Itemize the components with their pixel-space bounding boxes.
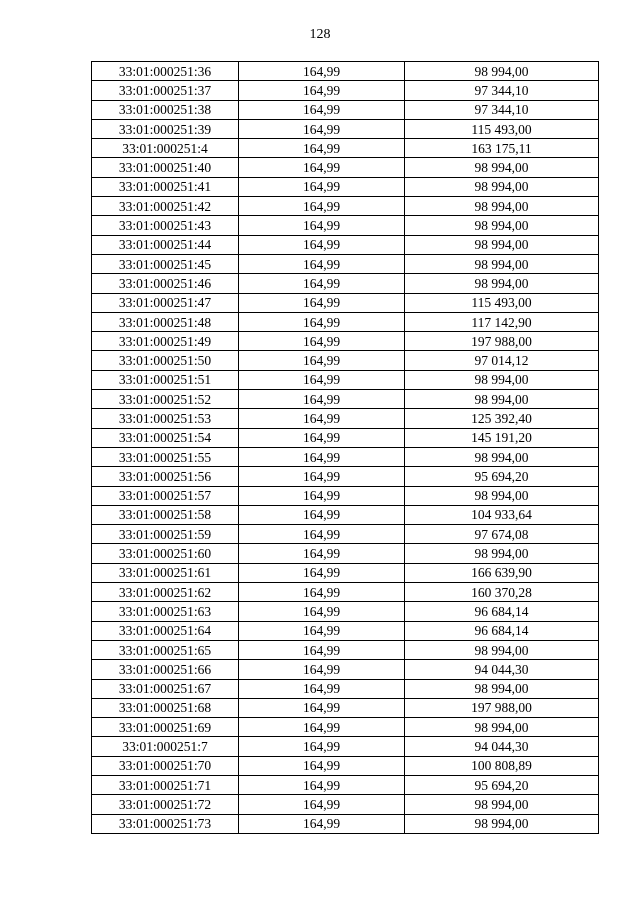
- value-cell: 98 994,00: [405, 158, 599, 177]
- table-row: [92, 158, 599, 177]
- value-cell: 98 994,00: [405, 177, 599, 196]
- cadastral-number-cell: 33:01:000251:44: [92, 235, 239, 254]
- value-cell: 98 994,00: [405, 62, 599, 81]
- area-cell: 164,99: [239, 274, 405, 293]
- table-row: [92, 197, 599, 216]
- area-cell: 164,99: [239, 390, 405, 409]
- cadastral-number-cell: 33:01:000251:49: [92, 332, 239, 351]
- cadastral-number-cell: 33:01:000251:45: [92, 254, 239, 273]
- cadastral-number-cell: 33:01:000251:72: [92, 795, 239, 814]
- value-cell: 97 344,10: [405, 81, 599, 100]
- table-row: [92, 409, 599, 428]
- table-body: [92, 62, 599, 834]
- value-cell: 98 994,00: [405, 235, 599, 254]
- table-row: [92, 177, 599, 196]
- cadastral-number-cell: 33:01:000251:73: [92, 814, 239, 833]
- cadastral-number-cell: 33:01:000251:61: [92, 563, 239, 582]
- table-row: [92, 274, 599, 293]
- area-cell: 164,99: [239, 640, 405, 659]
- table-row: [92, 698, 599, 717]
- cadastral-number-cell: 33:01:000251:53: [92, 409, 239, 428]
- table-row: [92, 467, 599, 486]
- table-row: [92, 312, 599, 331]
- cadastral-number-cell: 33:01:000251:65: [92, 640, 239, 659]
- table-row: [92, 370, 599, 389]
- area-cell: 164,99: [239, 795, 405, 814]
- table-row: [92, 505, 599, 524]
- table-row: [92, 139, 599, 158]
- cadastral-number-cell: 33:01:000251:43: [92, 216, 239, 235]
- value-cell: 95 694,20: [405, 467, 599, 486]
- area-cell: 164,99: [239, 197, 405, 216]
- table-row: [92, 390, 599, 409]
- cadastral-number-cell: 33:01:000251:50: [92, 351, 239, 370]
- value-cell: 94 044,30: [405, 737, 599, 756]
- cadastral-number-cell: 33:01:000251:60: [92, 544, 239, 563]
- area-cell: 164,99: [239, 62, 405, 81]
- value-cell: 197 988,00: [405, 698, 599, 717]
- cadastral-number-cell: 33:01:000251:46: [92, 274, 239, 293]
- table-row: [92, 660, 599, 679]
- value-cell: 96 684,14: [405, 602, 599, 621]
- area-cell: 164,99: [239, 563, 405, 582]
- value-cell: 97 344,10: [405, 100, 599, 119]
- table-row: [92, 563, 599, 582]
- value-cell: 98 994,00: [405, 640, 599, 659]
- cadastral-number-cell: 33:01:000251:51: [92, 370, 239, 389]
- area-cell: 164,99: [239, 81, 405, 100]
- table-row: [92, 100, 599, 119]
- cadastral-number-cell: 33:01:000251:39: [92, 119, 239, 138]
- table-row: [92, 119, 599, 138]
- table-row: [92, 351, 599, 370]
- table-row: [92, 216, 599, 235]
- value-cell: 104 933,64: [405, 505, 599, 524]
- cadastral-number-cell: 33:01:000251:67: [92, 679, 239, 698]
- cadastral-number-cell: 33:01:000251:56: [92, 467, 239, 486]
- area-cell: 164,99: [239, 254, 405, 273]
- value-cell: 125 392,40: [405, 409, 599, 428]
- area-cell: 164,99: [239, 158, 405, 177]
- area-cell: 164,99: [239, 139, 405, 158]
- area-cell: 164,99: [239, 544, 405, 563]
- value-cell: 97 014,12: [405, 351, 599, 370]
- table-row: [92, 293, 599, 312]
- table-row: [92, 235, 599, 254]
- cadastral-number-cell: 33:01:000251:57: [92, 486, 239, 505]
- table-row: [92, 640, 599, 659]
- cadastral-number-cell: 33:01:000251:47: [92, 293, 239, 312]
- value-cell: 197 988,00: [405, 332, 599, 351]
- table-row: [92, 718, 599, 737]
- value-cell: 163 175,11: [405, 139, 599, 158]
- cadastral-number-cell: 33:01:000251:55: [92, 447, 239, 466]
- cadastral-number-cell: 33:01:000251:42: [92, 197, 239, 216]
- cadastral-number-cell: 33:01:000251:36: [92, 62, 239, 81]
- area-cell: 164,99: [239, 312, 405, 331]
- area-cell: 164,99: [239, 370, 405, 389]
- cadastral-number-cell: 33:01:000251:54: [92, 428, 239, 447]
- table-row: [92, 621, 599, 640]
- area-cell: 164,99: [239, 814, 405, 833]
- page-number: 128: [309, 27, 331, 42]
- area-cell: 164,99: [239, 525, 405, 544]
- area-cell: 164,99: [239, 293, 405, 312]
- value-cell: 160 370,28: [405, 583, 599, 602]
- area-cell: 164,99: [239, 409, 405, 428]
- area-cell: 164,99: [239, 775, 405, 794]
- table-row: [92, 62, 599, 81]
- area-cell: 164,99: [239, 737, 405, 756]
- area-cell: 164,99: [239, 602, 405, 621]
- value-cell: 98 994,00: [405, 795, 599, 814]
- area-cell: 164,99: [239, 332, 405, 351]
- value-cell: 95 694,20: [405, 775, 599, 794]
- value-cell: 98 994,00: [405, 486, 599, 505]
- cadastral-number-cell: 33:01:000251:52: [92, 390, 239, 409]
- value-cell: 97 674,08: [405, 525, 599, 544]
- cadastral-number-cell: 33:01:000251:63: [92, 602, 239, 621]
- area-cell: 164,99: [239, 467, 405, 486]
- value-cell: 94 044,30: [405, 660, 599, 679]
- table-row: [92, 332, 599, 351]
- cadastral-table: [91, 61, 599, 834]
- area-cell: 164,99: [239, 583, 405, 602]
- value-cell: 98 994,00: [405, 370, 599, 389]
- table-row: [92, 737, 599, 756]
- area-cell: 164,99: [239, 177, 405, 196]
- area-cell: 164,99: [239, 235, 405, 254]
- value-cell: 98 994,00: [405, 197, 599, 216]
- value-cell: 98 994,00: [405, 679, 599, 698]
- cadastral-number-cell: 33:01:000251:69: [92, 718, 239, 737]
- table-row: [92, 486, 599, 505]
- cadastral-number-cell: 33:01:000251:37: [92, 81, 239, 100]
- table-row: [92, 544, 599, 563]
- area-cell: 164,99: [239, 679, 405, 698]
- cadastral-number-cell: 33:01:000251:48: [92, 312, 239, 331]
- area-cell: 164,99: [239, 505, 405, 524]
- cadastral-number-cell: 33:01:000251:59: [92, 525, 239, 544]
- area-cell: 164,99: [239, 486, 405, 505]
- area-cell: 164,99: [239, 660, 405, 679]
- value-cell: 98 994,00: [405, 544, 599, 563]
- cadastral-number-cell: 33:01:000251:41: [92, 177, 239, 196]
- value-cell: 98 994,00: [405, 390, 599, 409]
- cadastral-number-cell: 33:01:000251:40: [92, 158, 239, 177]
- table-row: [92, 254, 599, 273]
- area-cell: 164,99: [239, 428, 405, 447]
- table-row: [92, 428, 599, 447]
- value-cell: 100 808,89: [405, 756, 599, 775]
- area-cell: 164,99: [239, 119, 405, 138]
- cadastral-number-cell: 33:01:000251:68: [92, 698, 239, 717]
- value-cell: 98 994,00: [405, 718, 599, 737]
- area-cell: 164,99: [239, 351, 405, 370]
- cadastral-number-cell: 33:01:000251:7: [92, 737, 239, 756]
- area-cell: 164,99: [239, 698, 405, 717]
- cadastral-number-cell: 33:01:000251:4: [92, 139, 239, 158]
- table-row: [92, 583, 599, 602]
- value-cell: 98 994,00: [405, 254, 599, 273]
- cadastral-number-cell: 33:01:000251:58: [92, 505, 239, 524]
- value-cell: 115 493,00: [405, 119, 599, 138]
- cadastral-number-cell: 33:01:000251:62: [92, 583, 239, 602]
- value-cell: 115 493,00: [405, 293, 599, 312]
- area-cell: 164,99: [239, 447, 405, 466]
- value-cell: 145 191,20: [405, 428, 599, 447]
- table-row: [92, 756, 599, 775]
- cadastral-number-cell: 33:01:000251:64: [92, 621, 239, 640]
- cadastral-number-cell: 33:01:000251:71: [92, 775, 239, 794]
- value-cell: 98 994,00: [405, 274, 599, 293]
- value-cell: 117 142,90: [405, 312, 599, 331]
- table-row: [92, 525, 599, 544]
- value-cell: 96 684,14: [405, 621, 599, 640]
- table-row: [92, 775, 599, 794]
- area-cell: 164,99: [239, 621, 405, 640]
- area-cell: 164,99: [239, 718, 405, 737]
- table-row: [92, 679, 599, 698]
- cadastral-number-cell: 33:01:000251:70: [92, 756, 239, 775]
- value-cell: 166 639,90: [405, 563, 599, 582]
- cadastral-number-cell: 33:01:000251:38: [92, 100, 239, 119]
- table-row: [92, 81, 599, 100]
- value-cell: 98 994,00: [405, 814, 599, 833]
- table-row: [92, 814, 599, 833]
- table-row: [92, 795, 599, 814]
- area-cell: 164,99: [239, 756, 405, 775]
- value-cell: 98 994,00: [405, 447, 599, 466]
- area-cell: 164,99: [239, 216, 405, 235]
- cadastral-number-cell: 33:01:000251:66: [92, 660, 239, 679]
- area-cell: 164,99: [239, 100, 405, 119]
- table-row: [92, 602, 599, 621]
- value-cell: 98 994,00: [405, 216, 599, 235]
- table-row: [92, 447, 599, 466]
